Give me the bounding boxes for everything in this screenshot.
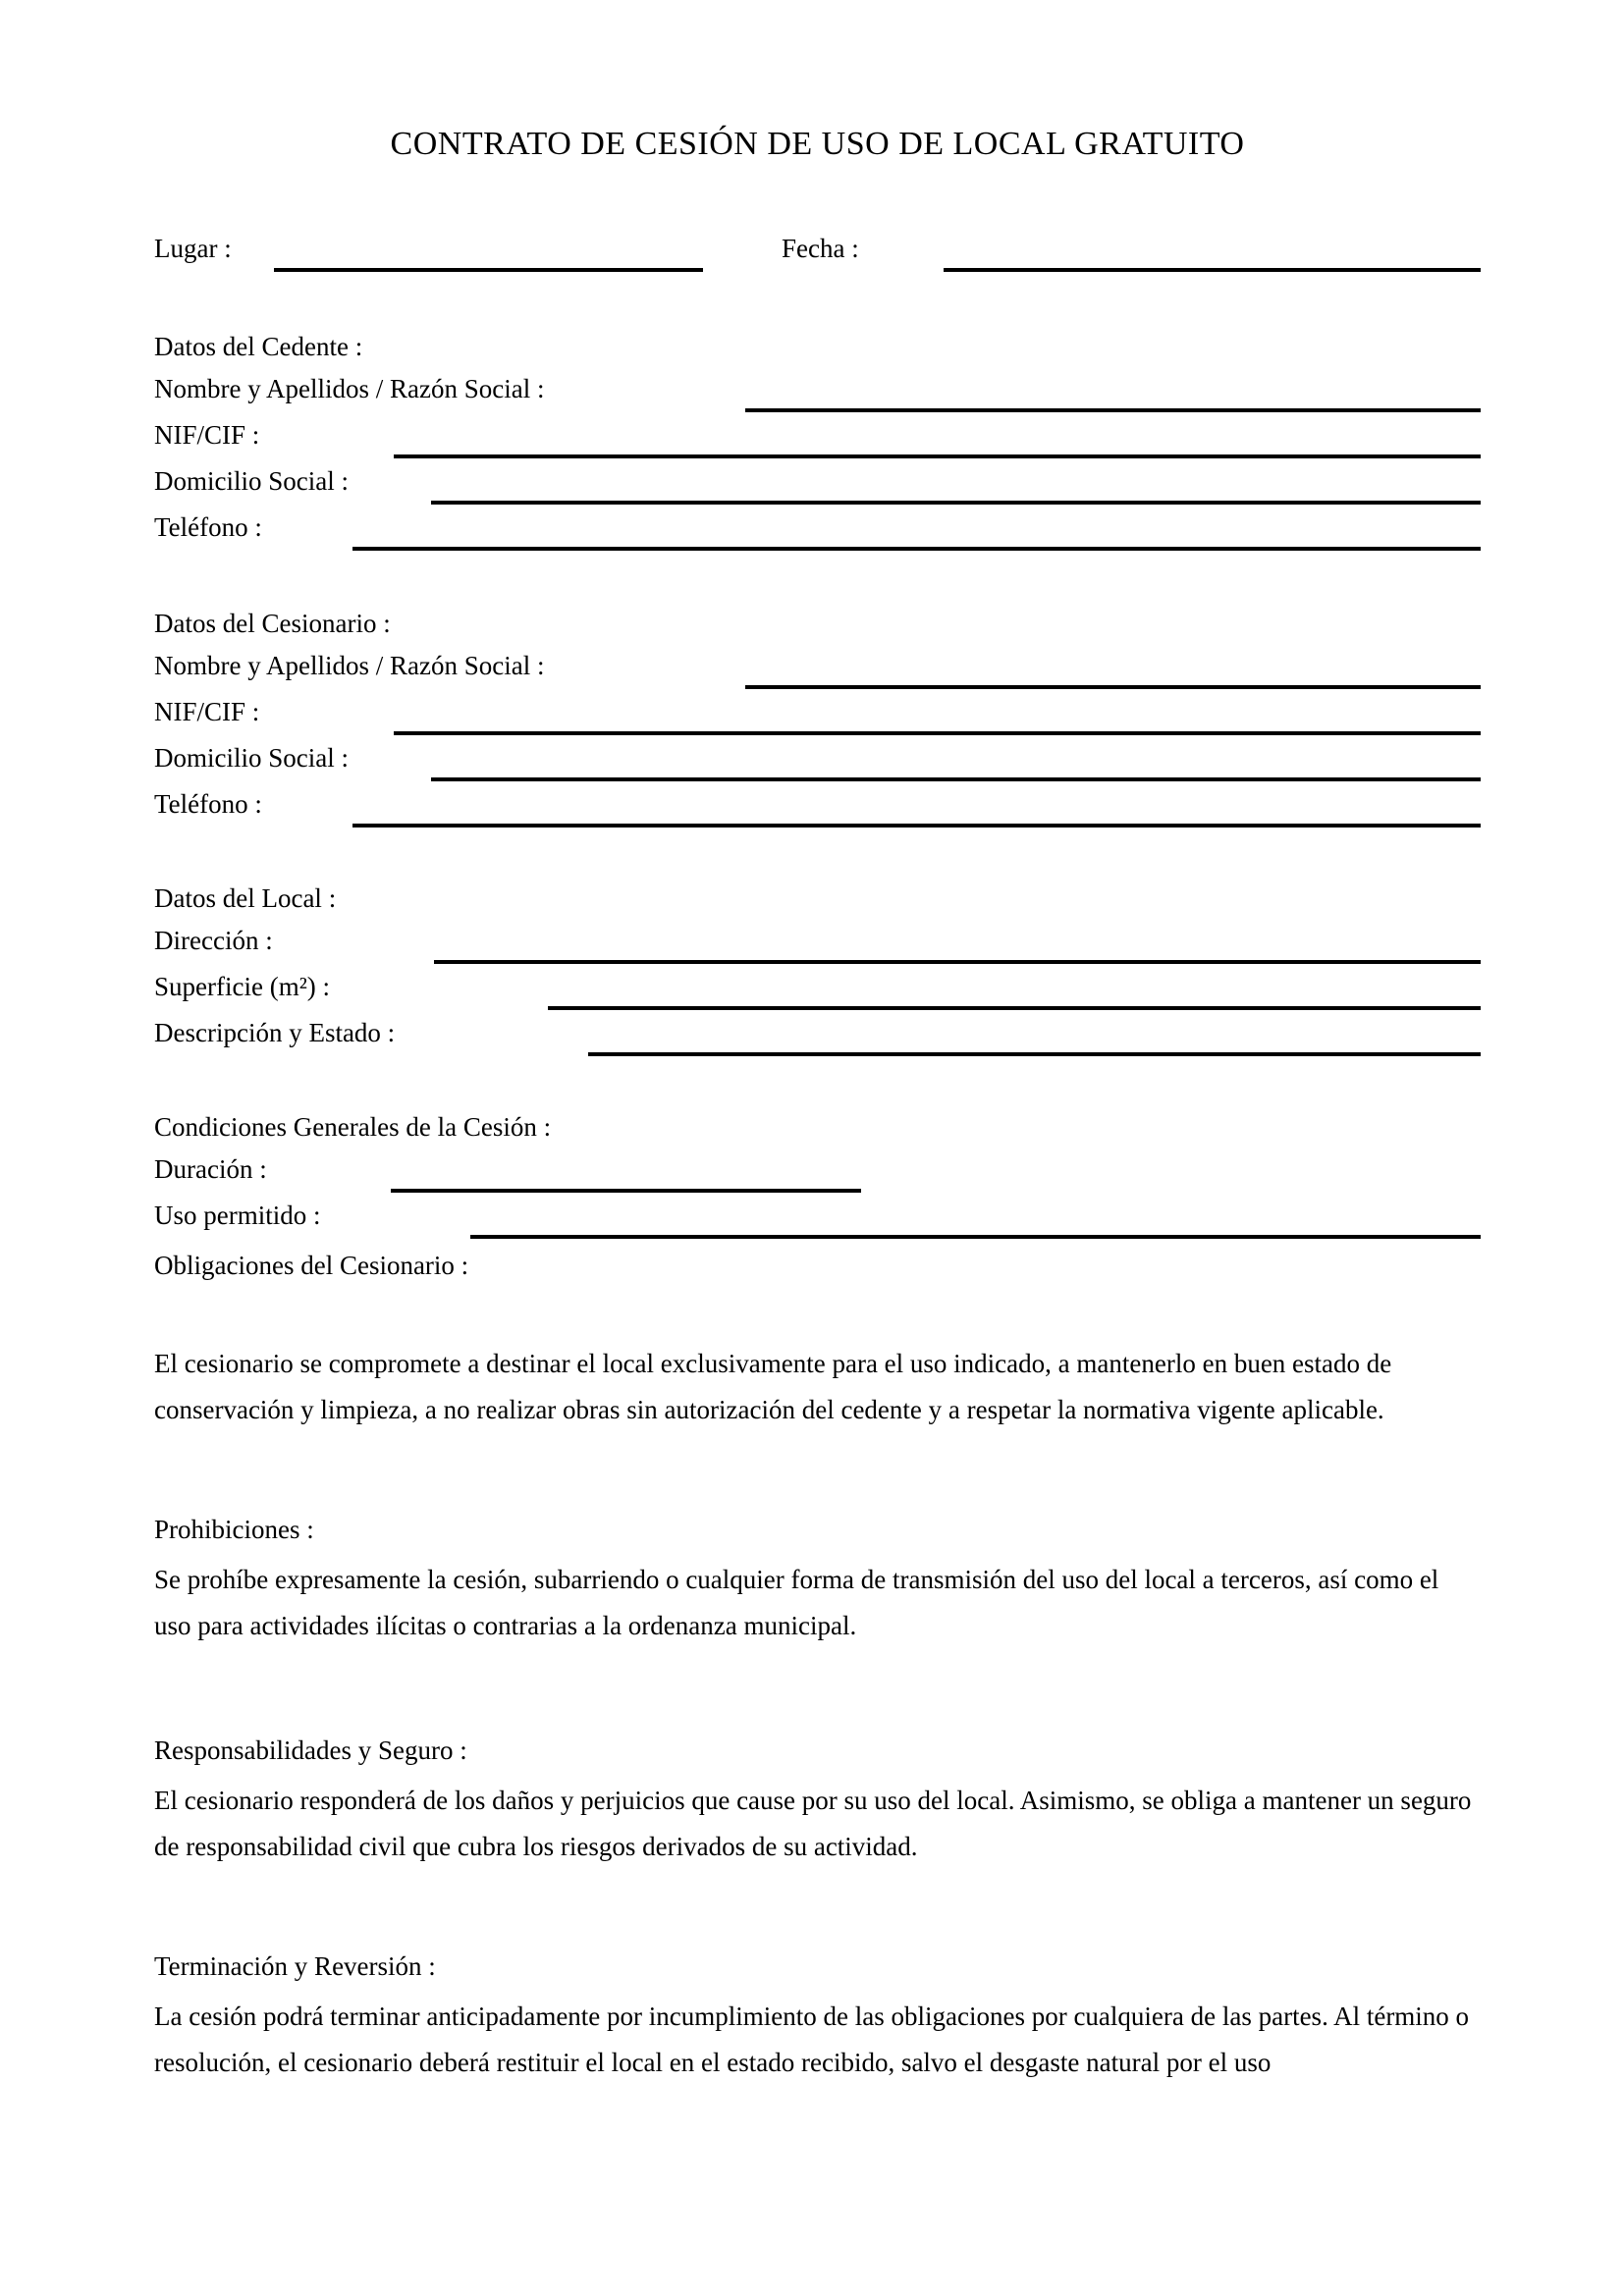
condiciones-uso-label: Uso permitido : — [154, 1201, 321, 1230]
responsabilidades-section-heading: Responsabilidades y Seguro : — [154, 1735, 467, 1765]
terminacion-section-heading: Terminación y Reversión : — [154, 1951, 436, 1981]
cesionario-section-heading: Datos del Cesionario : — [154, 609, 391, 638]
cesionario-domicilio-input-line[interactable] — [431, 744, 1481, 781]
cedente-nombre-row — [154, 373, 1481, 412]
local-descripcion-row — [154, 1017, 1481, 1056]
cesionario-nombre-row — [154, 650, 1481, 689]
fecha-input-line[interactable] — [944, 235, 1481, 272]
obligaciones-paragraph: El cesionario se compromete a destinar el local exclusivamente para el uso indicado, a mantenerlo en buen estado de conservación y limpieza, a no realizar obras sin autorización del cedente y a respetar la normativa vigente aplicable. — [154, 1349, 1392, 1424]
prohibiciones-section-heading: Prohibiciones : — [154, 1515, 314, 1544]
condiciones-uso-row — [154, 1200, 1481, 1239]
cedente-nif-input-line[interactable] — [394, 421, 1481, 458]
cesionario-telefono-input-line[interactable] — [352, 790, 1481, 828]
cedente-section-heading: Datos del Cedente : — [154, 332, 363, 361]
local-superficie-row — [154, 971, 1481, 1010]
cedente-telefono-row — [154, 511, 1481, 551]
lugar-input-line[interactable] — [274, 235, 703, 272]
cedente-nif-row — [154, 419, 1481, 458]
local-section-heading: Datos del Local : — [154, 883, 337, 913]
local-direccion-label: Dirección : — [154, 926, 273, 955]
cesionario-telefono-label: Teléfono : — [154, 789, 262, 819]
condiciones-duracion-row — [154, 1153, 1481, 1193]
cedente-domicilio-input-line[interactable] — [431, 467, 1481, 505]
condiciones-duracion-label: Duración : — [154, 1154, 267, 1184]
cesionario-nombre-input-line[interactable] — [745, 652, 1481, 689]
terminacion-paragraph: La cesión podrá terminar anticipadamente por incumplimiento de las obligaciones por cualquiera de las partes. Al término o resolución, el cesionario deberá restituir el local en el estado recibido, salvo el desgaste natural por el uso — [154, 2002, 1470, 2077]
lugar-label: Lugar : — [154, 234, 232, 263]
local-superficie-label: Superficie (m²) : — [154, 972, 331, 1001]
document-title: CONTRATO DE CESIÓN DE USO DE LOCAL GRATUITO — [390, 126, 1245, 162]
cedente-telefono-input-line[interactable] — [352, 513, 1481, 551]
cesionario-nif-label: NIF/CIF : — [154, 697, 260, 726]
lugar-fecha-row — [154, 233, 1481, 272]
cedente-nombre-input-line[interactable] — [745, 375, 1481, 412]
condiciones-duracion-input-line[interactable] — [391, 1155, 861, 1193]
cedente-domicilio-label: Domicilio Social : — [154, 466, 349, 496]
document-content — [154, 0, 1481, 2296]
prohibiciones-paragraph: Se prohíbe expresamente la cesión, subarriendo o cualquier forma de transmisión del uso del local a terceros, así como el uso para actividades ilícitas o contrarias a la ordenanza municipal. — [154, 1565, 1439, 1640]
cesionario-nombre-label: Nombre y Apellidos / Razón Social : — [154, 651, 545, 680]
obligaciones-label: Obligaciones del Cesionario : — [154, 1251, 469, 1280]
cedente-domicilio-row — [154, 465, 1481, 505]
local-descripcion-label: Descripción y Estado : — [154, 1018, 396, 1047]
fecha-label: Fecha : — [782, 234, 859, 263]
cesionario-nif-row — [154, 696, 1481, 735]
cesionario-telefono-row — [154, 788, 1481, 828]
cesionario-domicilio-row — [154, 742, 1481, 781]
local-descripcion-input-line[interactable] — [588, 1019, 1481, 1056]
local-direccion-row — [154, 925, 1481, 964]
cedente-nif-label: NIF/CIF : — [154, 420, 260, 450]
condiciones-section-heading: Condiciones Generales de la Cesión : — [154, 1112, 552, 1142]
local-direccion-input-line[interactable] — [434, 927, 1481, 964]
cedente-telefono-label: Teléfono : — [154, 512, 262, 542]
condiciones-uso-input-line[interactable] — [470, 1201, 1481, 1239]
local-superficie-input-line[interactable] — [548, 973, 1481, 1010]
responsabilidades-paragraph: El cesionario responderá de los daños y perjuicios que cause por su uso del local. Asimismo, se obliga a mantener un seguro de responsabilidad civil que cubra los riesgos derivados de su actividad. — [154, 1786, 1472, 1861]
cesionario-nif-input-line[interactable] — [394, 698, 1481, 735]
cesionario-domicilio-label: Domicilio Social : — [154, 743, 349, 773]
cedente-nombre-label: Nombre y Apellidos / Razón Social : — [154, 374, 545, 403]
